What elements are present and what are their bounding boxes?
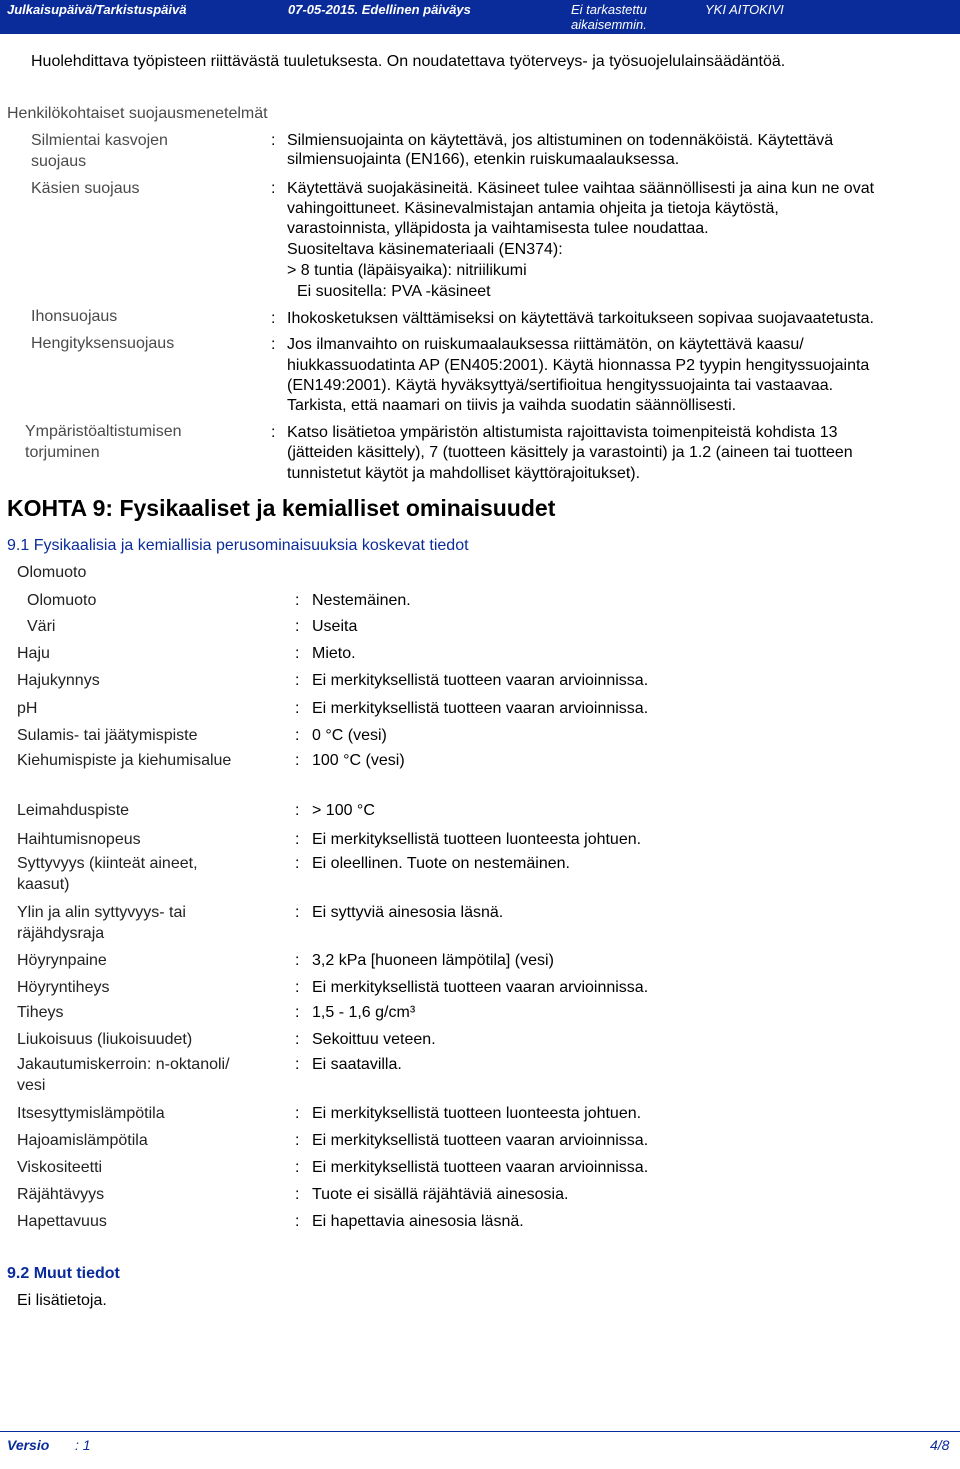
eye-protection-text-1: Silmiensuojainta on käytettävä, jos altistuminen on todennäköistä. Käytettävä xyxy=(287,132,834,149)
colon: : xyxy=(295,727,300,744)
property-label: Kiehumispiste ja kiehumisalue xyxy=(17,752,232,769)
issue-date-value: 07-05-2015. Edellinen päiväys xyxy=(288,2,471,17)
colon: : xyxy=(295,1105,300,1122)
environmental-exposure-text-2: (jätteiden käsittely), 7 (tuotteen käsittely ja varastointi) ja 1.2 (aineen tai tuotteen xyxy=(287,444,853,461)
environmental-exposure-label-1: Ympäristöaltistumisen xyxy=(25,423,182,440)
colon: : xyxy=(295,592,300,609)
other-info-text: Ei lisätietoja. xyxy=(17,1292,107,1309)
hand-protection-text-2: vahingoittuneet. Käsinevalmistajan antamia ohjeita ja tietoja käytöstä, xyxy=(287,200,779,217)
previous-check-line1: Ei tarkastettu xyxy=(571,2,647,17)
section-9-2-title: 9.2 Muut tiedot xyxy=(7,1265,120,1282)
colon: : xyxy=(295,1159,300,1176)
version-label: Versio xyxy=(7,1437,50,1453)
colon: : xyxy=(295,618,300,635)
hand-protection-text-1: Käytettävä suojakäsineitä. Käsineet tulee vaihtaa säännöllisesti ja aina kun ne ovat xyxy=(287,180,875,197)
colon: : xyxy=(271,180,276,197)
skin-protection-label: Ihonsuojaus xyxy=(31,308,118,325)
property-value: Sekoittuu veteen. xyxy=(312,1031,436,1048)
respiratory-protection-label: Hengityksensuojaus xyxy=(31,335,175,352)
property-label: Tiheys xyxy=(17,1004,64,1021)
colon: : xyxy=(295,831,300,848)
colon: : xyxy=(295,645,300,662)
property-value: 100 °C (vesi) xyxy=(312,752,405,769)
property-value: Ei merkityksellistä tuotteen vaaran arvioinnissa. xyxy=(312,979,649,996)
eye-protection-label-2: suojaus xyxy=(31,153,87,170)
property-label: Höyrynpaine xyxy=(17,952,107,969)
version-value: : 1 xyxy=(75,1437,91,1453)
section-9-1-title: 9.1 Fysikaalisia ja kemiallisia perusominaisuuksia koskevat tiedot xyxy=(7,537,469,554)
property-value: Ei merkityksellistä tuotteen vaaran arvioinnissa. xyxy=(312,1132,649,1149)
property-value: Ei merkityksellistä tuotteen luonteesta johtuen. xyxy=(312,831,642,848)
property-label-continued: kaasut) xyxy=(17,876,70,893)
property-value: Ei hapettavia ainesosia läsnä. xyxy=(312,1213,524,1230)
property-label: pH xyxy=(17,700,38,717)
property-value: Ei merkityksellistä tuotteen vaaran arvioinnissa. xyxy=(312,1159,649,1176)
property-label: Höyryntiheys xyxy=(17,979,110,996)
property-value: > 100 °C xyxy=(312,802,375,819)
colon: : xyxy=(295,855,300,872)
respiratory-protection-text-1: Jos ilmanvaihto on ruiskumaalauksessa riittämätön, on käytettävä kaasu/ xyxy=(287,336,804,353)
colon: : xyxy=(295,1004,300,1021)
eye-protection-label-1: Silmientai kasvojen xyxy=(31,132,168,149)
colon: : xyxy=(295,979,300,996)
property-label: Viskositeetti xyxy=(17,1159,103,1176)
state-group-label: Olomuoto xyxy=(17,564,87,581)
property-label: Jakautumiskerroin: n-oktanoli/ xyxy=(17,1056,230,1073)
colon: : xyxy=(295,904,300,921)
property-value: Ei syttyviä ainesosia läsnä. xyxy=(312,904,504,921)
hand-protection-text-4: Suositeltava käsinemateriaali (EN374): xyxy=(287,241,563,258)
property-value: Mieto. xyxy=(312,645,356,662)
property-label: Räjähtävyys xyxy=(17,1186,105,1203)
property-value: Tuote ei sisällä räjähtäviä ainesosia. xyxy=(312,1186,569,1203)
property-label: Itsesyttymislämpötila xyxy=(17,1105,165,1122)
respiratory-protection-text-2: hiukkassuodatinta AP (EN405:2001). Käytä hionnassa P2 tyypin hengityssuojainta xyxy=(287,357,870,374)
colon: : xyxy=(295,802,300,819)
property-label: Väri xyxy=(27,618,56,635)
colon: : xyxy=(271,132,276,149)
eye-protection-text-2: silmiensuojainta (EN166), etenkin ruiskumaalauksessa. xyxy=(287,151,680,168)
colon: : xyxy=(271,424,276,441)
property-value: Ei merkityksellistä tuotteen vaaran arvioinnissa. xyxy=(312,700,649,717)
hand-protection-text-6: Ei suositella: PVA -käsineet xyxy=(297,283,491,300)
company-name: YKI AITOKIVI xyxy=(705,2,784,17)
property-label-continued: vesi xyxy=(17,1077,46,1094)
footer-divider xyxy=(0,1431,960,1432)
property-label: Hajukynnys xyxy=(17,672,100,689)
hand-protection-text-5: > 8 tuntia (läpäisyaika): nitriilikumi xyxy=(287,262,527,279)
property-value: Ei saatavilla. xyxy=(312,1056,402,1073)
property-label: Syttyvyys (kiinteät aineet, xyxy=(17,855,198,872)
colon: : xyxy=(271,336,276,353)
property-value: Nestemäinen. xyxy=(312,592,411,609)
property-label: Hajoamislämpötila xyxy=(17,1132,148,1149)
colon: : xyxy=(295,952,300,969)
respiratory-protection-text-4: Tarkista, että naamari on tiivis ja vaihda suodatin säännöllisesti. xyxy=(287,397,737,414)
environmental-exposure-text-1: Katso lisätietoa ympäristön altistumista rajoittavista toimenpiteistä kohdista 13 xyxy=(287,424,838,441)
document-header xyxy=(0,0,960,34)
hand-protection-text-3: varastoinnista, ylläpidosta ja vaihtamisesta tulee noudattaa. xyxy=(287,220,709,237)
property-label: Haihtumisnopeus xyxy=(17,831,141,848)
property-label: Ylin ja alin syttyvyys- tai xyxy=(17,904,186,921)
property-value: 3,2 kPa [huoneen lämpötila] (vesi) xyxy=(312,952,554,969)
property-value: Ei merkityksellistä tuotteen vaaran arvioinnissa. xyxy=(312,672,649,689)
property-label: Sulamis- tai jäätymispiste xyxy=(17,727,198,744)
property-value: Useita xyxy=(312,618,358,635)
property-value: 0 °C (vesi) xyxy=(312,727,387,744)
property-label: Leimahduspiste xyxy=(17,802,130,819)
colon: : xyxy=(295,700,300,717)
colon: : xyxy=(295,752,300,769)
page-number: 4/8 xyxy=(930,1437,950,1453)
property-label-continued: räjähdysraja xyxy=(17,925,105,942)
colon: : xyxy=(271,310,276,327)
property-value: Ei oleellinen. Tuote on nestemäinen. xyxy=(312,855,570,872)
section-9-title: KOHTA 9: Fysikaaliset ja kemialliset ominaisuudet xyxy=(7,495,556,521)
hand-protection-label: Käsien suojaus xyxy=(31,180,140,197)
previous-check-line2: aikaisemmin. xyxy=(571,17,647,32)
property-label: Olomuoto xyxy=(27,592,97,609)
ventilation-note: Huolehdittava työpisteen riittävästä tuuletuksesta. On noudatettava työterveys- ja työsuojelulainsäädäntöä. xyxy=(31,53,786,70)
colon: : xyxy=(295,1213,300,1230)
skin-protection-text: Ihokosketuksen välttämiseksi on käytettävä tarkoitukseen sopivaa suojavaatetusta. xyxy=(287,310,874,327)
colon: : xyxy=(295,1056,300,1073)
ppe-heading: Henkilökohtaiset suojausmenetelmät xyxy=(7,105,268,122)
property-value: Ei merkityksellistä tuotteen luonteesta johtuen. xyxy=(312,1105,642,1122)
respiratory-protection-text-3: (EN149:2001). Käytä hyväksyttyä/sertifioitua hengityssuojainta tai vastaavaa. xyxy=(287,377,834,394)
property-value: 1,5 - 1,6 g/cm³ xyxy=(312,1004,416,1021)
environmental-exposure-text-3: tunnistetut käytöt ja mahdolliset käyttörajoitukset). xyxy=(287,465,641,482)
colon: : xyxy=(295,1186,300,1203)
property-label: Liukoisuus (liukoisuudet) xyxy=(17,1031,193,1048)
colon: : xyxy=(295,672,300,689)
property-label: Hapettavuus xyxy=(17,1213,107,1230)
colon: : xyxy=(295,1132,300,1149)
issue-date-label: Julkaisupäivä/Tarkistuspäivä xyxy=(7,2,187,17)
property-label: Haju xyxy=(17,645,50,662)
environmental-exposure-label-2: torjuminen xyxy=(25,444,100,461)
colon: : xyxy=(295,1031,300,1048)
